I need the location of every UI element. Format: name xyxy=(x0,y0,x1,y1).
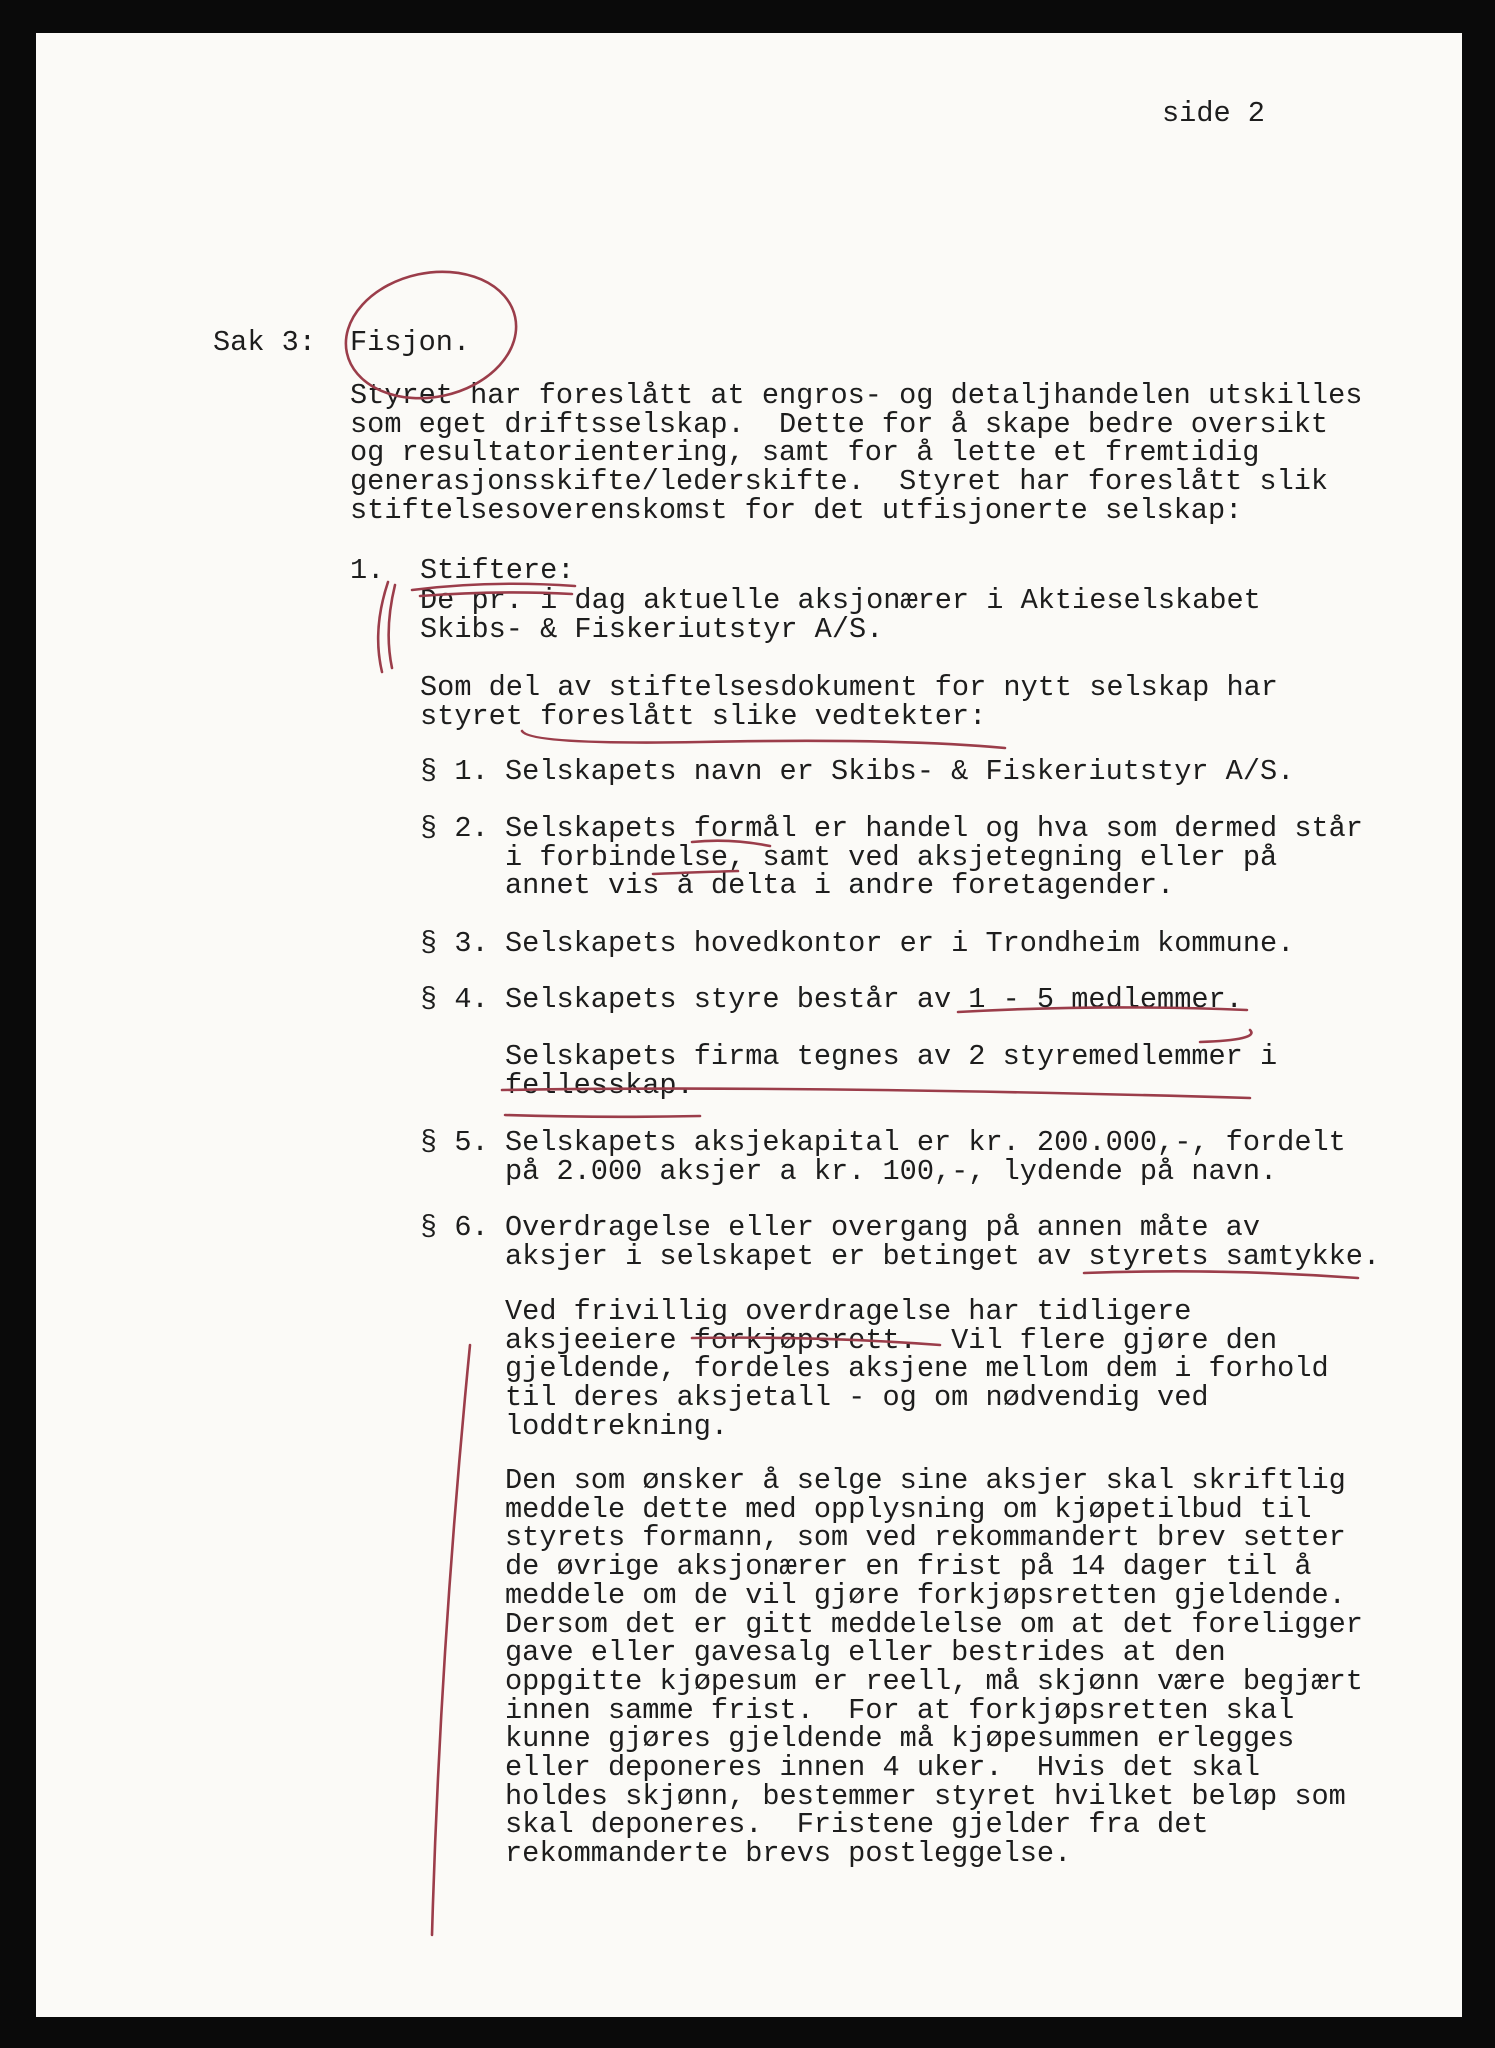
underline-annotation xyxy=(692,1338,940,1345)
item-title: Fisjon. xyxy=(350,326,471,359)
underline-annotation xyxy=(653,871,738,874)
point-number: 1. xyxy=(350,554,385,587)
bracket-annotation xyxy=(378,582,395,672)
section-mark: § 5. xyxy=(420,1126,489,1159)
underline-annotation xyxy=(958,1007,1247,1012)
section-text: Selskapets styre består av 1 - 5 medlemmer. xyxy=(505,983,1243,1016)
section-mark: § 4. xyxy=(420,983,489,1016)
section-text: Selskapets navn er Skibs- & Fiskeriutstyr A/S. xyxy=(505,755,1295,788)
underline-annotation xyxy=(1084,1271,1358,1278)
section-text: Selskapets aksjekapital er kr. 200.000,-, fordelt på 2.000 aksjer a kr. 100,-, lydende på navn. xyxy=(505,1126,1346,1188)
section-text: Selskapets hovedkontor er i Trondheim kommune. xyxy=(505,927,1295,960)
section-text: Den som ønsker å selge sine aksjer skal skriftlig meddele dette med opplysning om kjøpetilbud til styrets formann, som ved rekommandert brev setter de øvrige aksjonærer en frist på 14 dager til å meddele om de vil gjøre forkjøpsretten gjeldende. Dersom det er gitt meddelelse om at det foreligger gave eller gavesalg eller bestrides at den oppgitte kjøpesum er reell, må skjønn være begjært innen samme frist. For at forkjøpsretten skal kunne gjøres gjeldende må kjøpesummen erlegges eller deponeres innen 4 uker. Hvis det skal holdes skjønn, bestemmer styret hvilket beløp som skal deponeres. Fristene gjelder fra det rekommanderte brevs postleggelse. xyxy=(505,1464,1363,1871)
page-number: side 2 xyxy=(1162,97,1265,130)
section-mark: § 1. xyxy=(420,755,489,788)
section-mark: § 2. xyxy=(420,812,489,845)
intro-paragraph: Styret har foreslått at engros- og detaljhandelen utskilles som eget driftsselskap. Dette for å skape bedre oversikt og resultatorientering, samt for å lette et fremtidig generasjonsskifte/lederskifte. Styret har foreslått slik stiftelsesoverenskomst for det utfisjonerte selskap: xyxy=(350,379,1363,527)
circle-annotation xyxy=(334,256,528,413)
margin-line-annotation xyxy=(432,1345,470,1935)
point-heading: Stiftere: xyxy=(420,554,575,587)
item-label: Sak 3: xyxy=(213,326,316,359)
section-text: Ved frivillig overdragelse har tidligere aksjeeiere forkjøpsrett. Vil flere gjøre den gjeldende, fordeles aksjene mellom dem i forhold til deres aksjetall - og om nødvendig ved loddtrekning. xyxy=(505,1295,1329,1443)
point-text: De pr. i dag aktuelle aksjonærer i Aktieselskabet Skibs- & Fiskeriutstyr A/S. xyxy=(420,584,1261,646)
point-lead: Som del av stiftelsesdokument for nytt selskap har styret foreslått slike vedtekter: xyxy=(420,671,1278,733)
section-text: Overdragelse eller overgang på annen måte av aksjer i selskapet er betinget av styrets samtykke. xyxy=(505,1211,1381,1273)
section-mark: § 3. xyxy=(420,927,489,960)
underline-annotation xyxy=(522,731,1005,748)
underline-annotation xyxy=(692,841,770,846)
underline-annotation xyxy=(412,584,575,596)
underline-annotation xyxy=(502,1030,1251,1117)
section-text: Selskapets formål er handel og hva som dermed står i forbindelse, samt ved aksjetegning eller på annet vis å delta i andre foretagender. xyxy=(505,812,1363,903)
section-text: Selskapets firma tegnes av 2 styremedlemmer i fellesskap. xyxy=(505,1040,1278,1102)
section-mark: § 6. xyxy=(420,1211,489,1244)
